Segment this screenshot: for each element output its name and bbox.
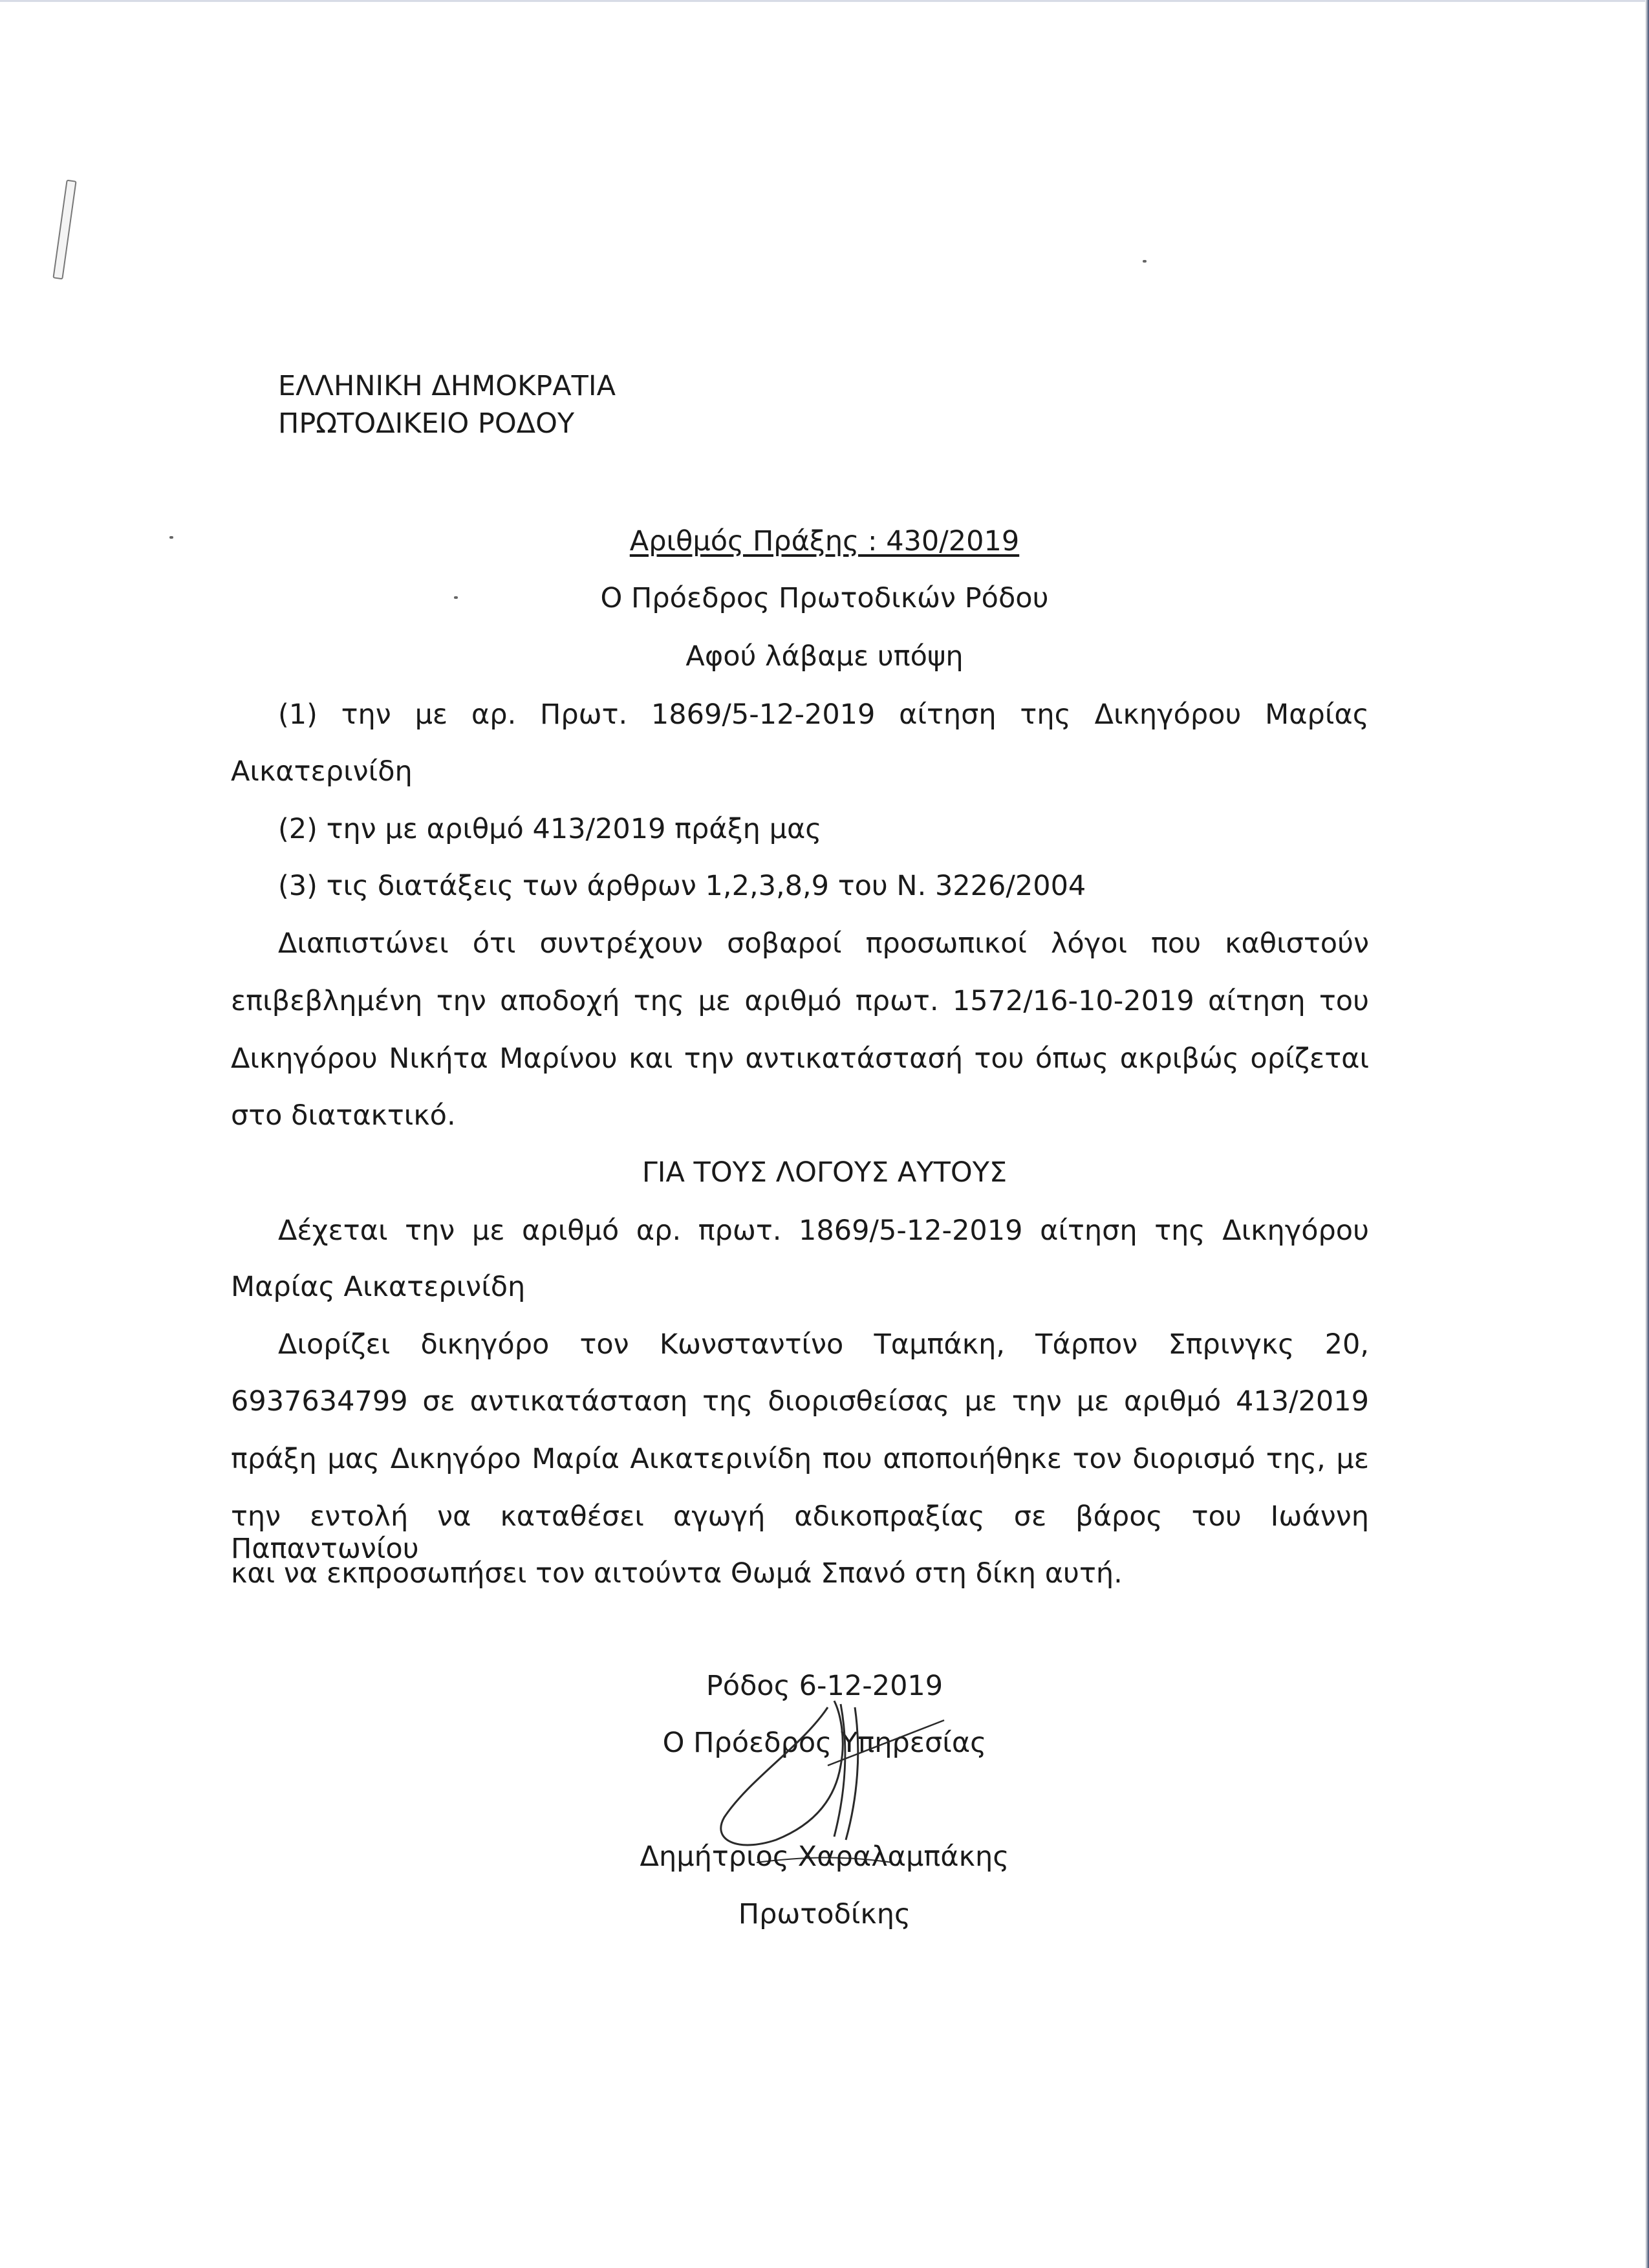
consideration-1-line-1: (1) την με αρ. Πρωτ. 1869/5-12-2019 αίτηση της Δικηγόρου Μαρίας	[278, 698, 1369, 731]
header-republic: ΕΛΛΗΝΙΚΗ ΔΗΜΟΚΡΑΤΙΑ	[278, 370, 616, 402]
act-number: Αριθμός Πράξης : 430/2019	[629, 525, 1020, 557]
consideration-2: (2) την με αριθμό 413/2019 πράξη μας	[278, 813, 822, 845]
closing-title: Πρωτοδίκης	[738, 1898, 911, 1930]
finding-line-1: Διαπιστώνει ότι συντρέχουν σοβαροί προσωπικοί λόγοι που καθιστούν	[278, 927, 1369, 960]
ruling-accept-line-2: Μαρίας Αικατερινίδη	[231, 1271, 526, 1303]
closing-place-date: Ρόδος 6-12-2019	[706, 1670, 943, 1702]
ruling-accept-line-1: Δέχεται την με αριθμό αρ. πρωτ. 1869/5-12-2019 αίτηση της Δικηγόρου	[278, 1215, 1369, 1247]
closing-role: Ο Πρόεδρος Υπηρεσίας	[662, 1727, 987, 1759]
staple-mark	[52, 180, 76, 280]
act-president: Ο Πρόεδρος Πρωτοδικών Ρόδου	[600, 582, 1049, 614]
ruling-appoint-line-3: πράξη μας Δικηγόρο Μαρία Αικατερινίδη που αποποιήθηκε τον διορισμό της, με	[231, 1443, 1369, 1475]
consideration-1-line-2: Αικατερινίδη	[231, 755, 413, 788]
finding-line-4: στο διατακτικό.	[231, 1099, 456, 1132]
ruling-appoint-line-2: 6937634799 σε αντικατάσταση της διορισθείσας με την με αριθμό 413/2019	[231, 1385, 1369, 1418]
scan-edge-top	[0, 0, 1649, 2]
ruling-appoint-line-1: Διορίζει δικηγόρο τον Κωνσταντίνο Ταμπάκη, Τάρπον Σπρινγκς 20,	[278, 1328, 1369, 1361]
consideration-3: (3) τις διατάξεις των άρθρων 1,2,3,8,9 του Ν. 3226/2004	[278, 870, 1086, 902]
reasons-heading: ΓΙΑ ΤΟΥΣ ΛΟΓΟΥΣ ΑΥΤΟΥΣ	[641, 1156, 1008, 1189]
ruling-appoint-line-4: την εντολή να καταθέσει αγωγή αδικοπραξίας σε βάρος του Ιωάννη Παπαντωνίου	[231, 1500, 1369, 1565]
scan-speck	[1143, 260, 1147, 263]
ruling-appoint-line-5: και να εκπροσωπήσει τον αιτούντα Θωμά Σπανό στη δίκη αυτή.	[231, 1557, 1123, 1590]
closing-name: Δημήτριος Χαραλαμπάκης	[640, 1841, 1009, 1873]
finding-line-2: επιβεβλημένη την αποδοχή της με αριθμό πρωτ. 1572/16-10-2019 αίτηση του	[231, 985, 1369, 1017]
act-considering: Αφού λάβαμε υπόψη	[685, 640, 964, 673]
header-court: ΠΡΩΤΟΔΙΚΕΙΟ ΡΟΔΟΥ	[278, 407, 575, 440]
finding-line-3: Δικηγόρου Νικήτα Μαρίνου και την αντικατάστασή του όπως ακριβώς ορίζεται	[231, 1042, 1369, 1075]
